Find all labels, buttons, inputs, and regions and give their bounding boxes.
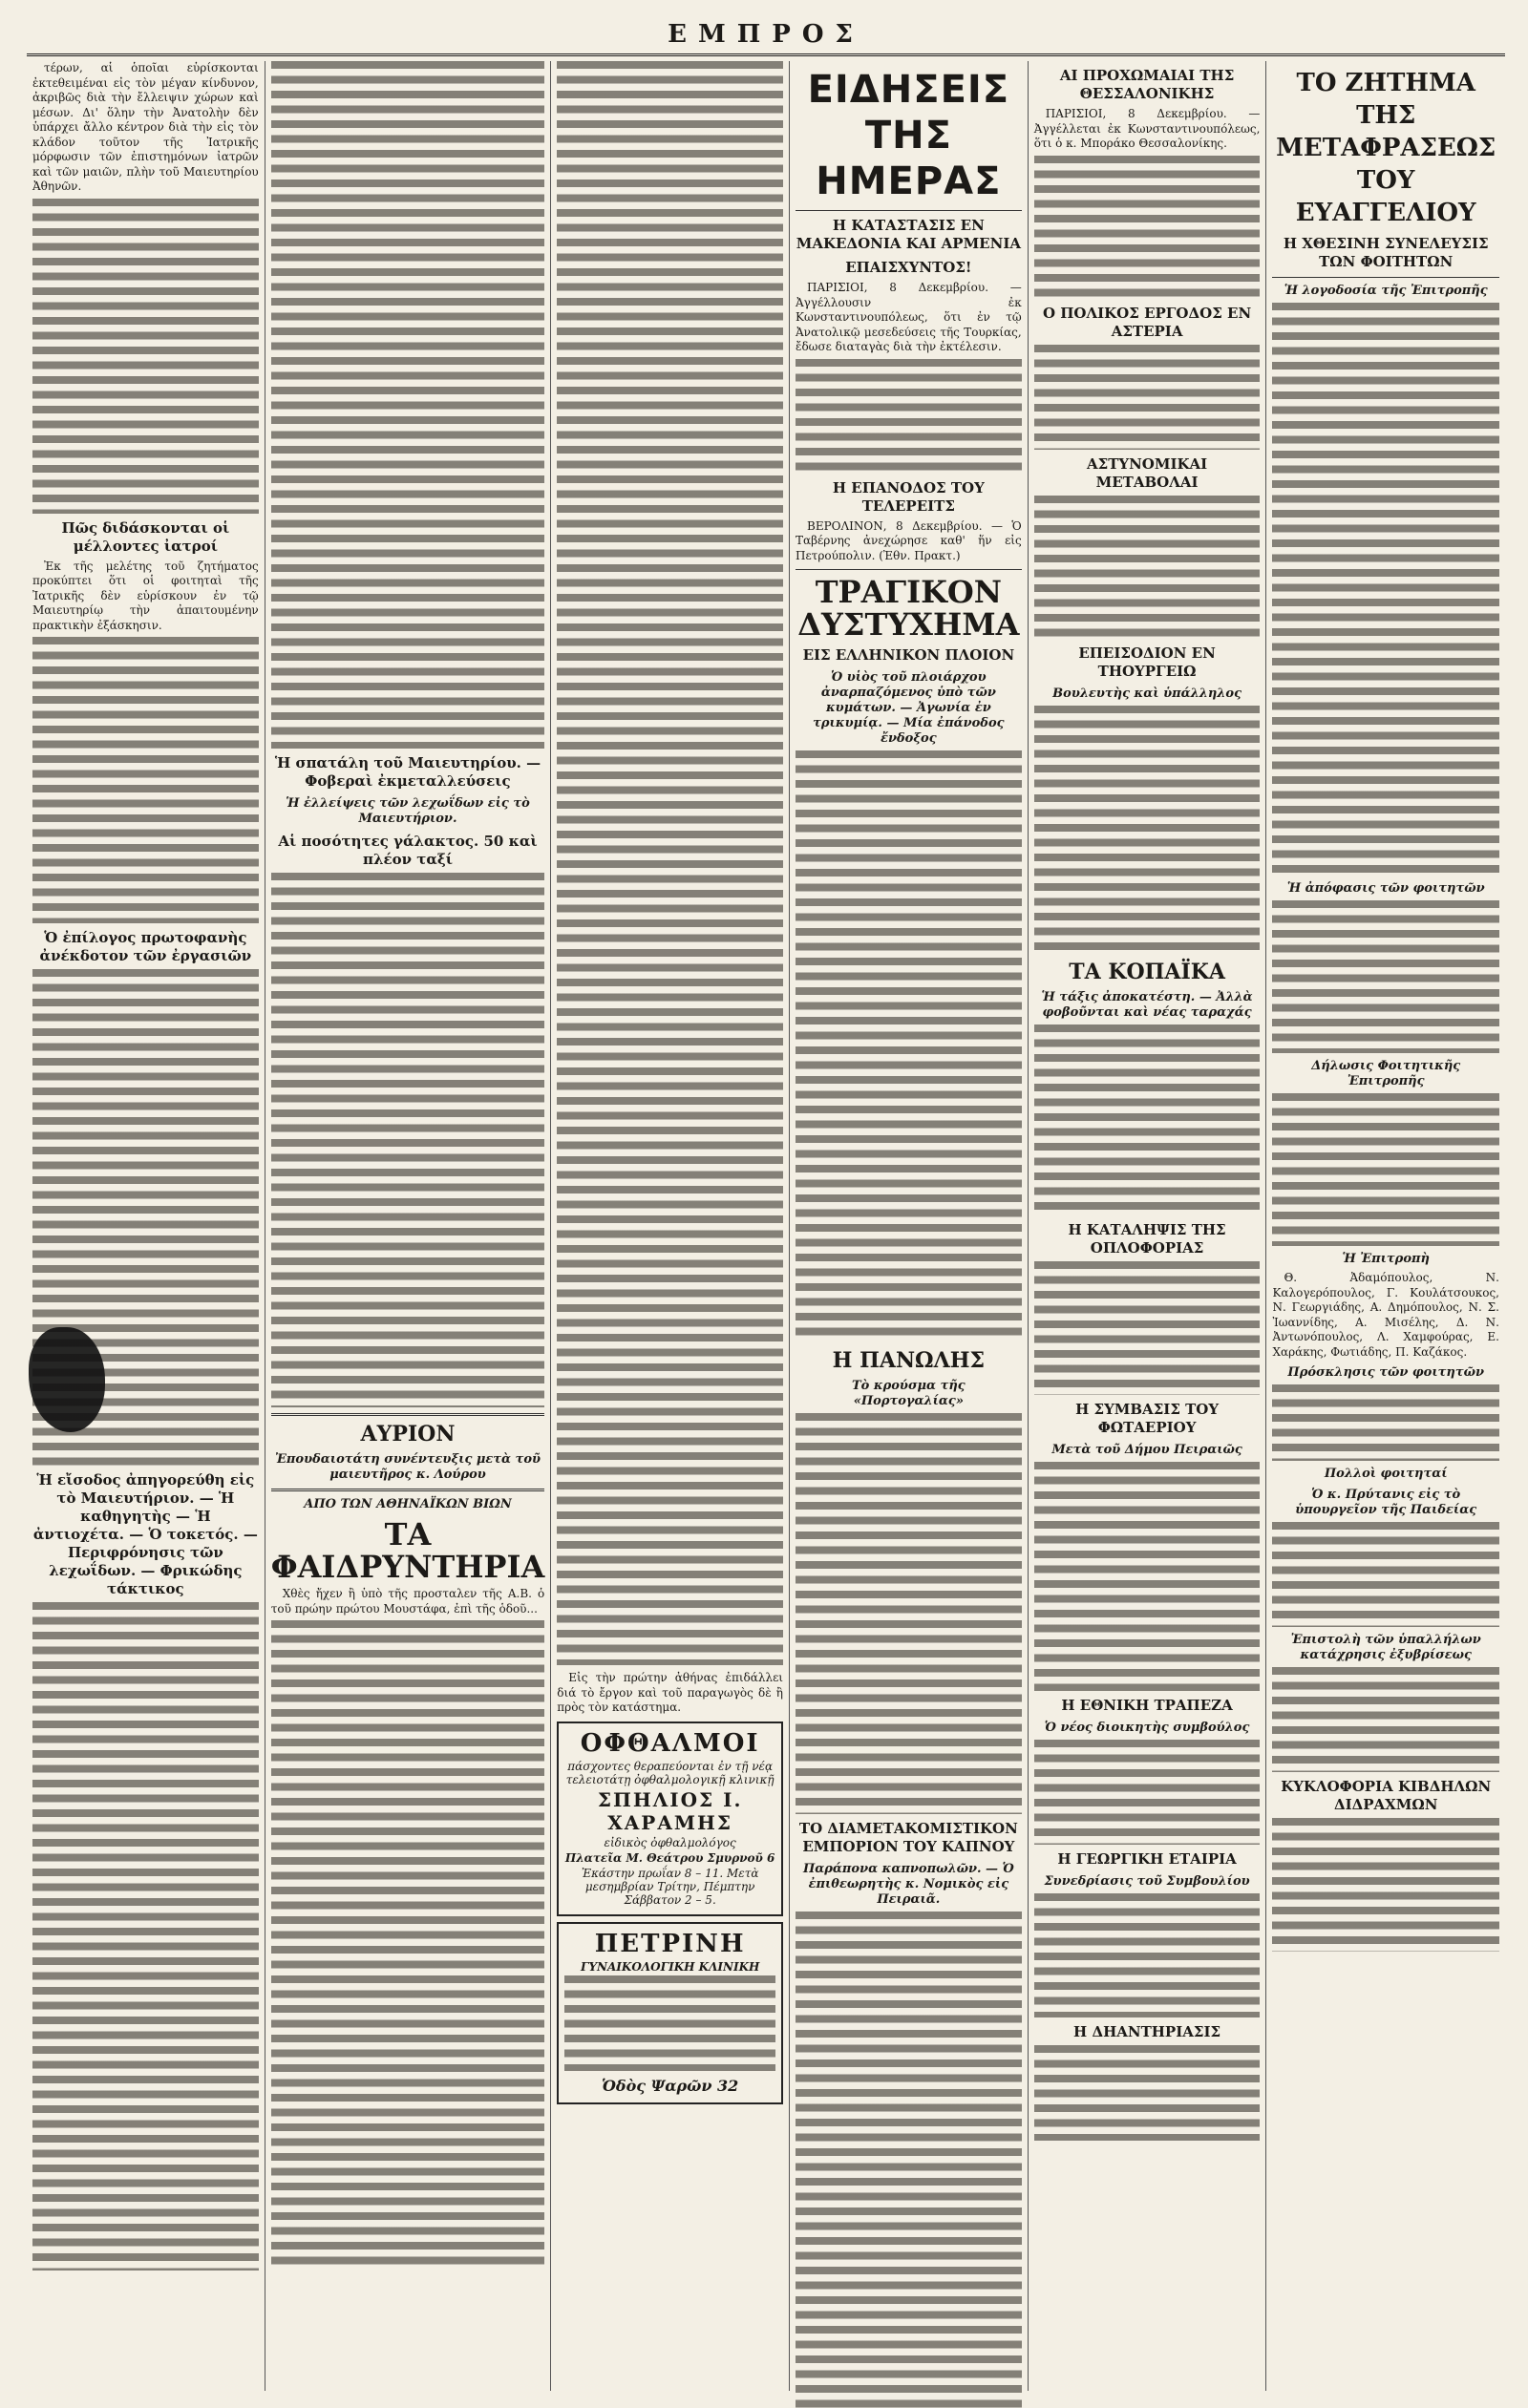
divider [271, 1413, 545, 1416]
text-block [1272, 1093, 1499, 1246]
text-block [1272, 900, 1499, 1053]
article-text: Χθὲς ἤχεν ἢ ὑπὸ τῆς προσταλεν τῆς Α.Β. ὁ τοῦ πρώην πρώτου Μουστάφα, ἐπὶ τῆς ὁδοῦ... [270, 1587, 545, 1616]
section-kicker: Δήλωσις Φοιτητικῆς Ἐπιτροπῆς [1311, 1059, 1461, 1088]
divider [796, 569, 1022, 570]
section-subheading: ΕΠΑΙΣΧΥΝΤΟΣ! [845, 259, 972, 276]
ad-address: Πλατεῖα Μ. Θεάτρου Σμυρνοῦ 6 [564, 1850, 775, 1865]
newspaper-name: ΕΜΠΡΟΣ [668, 20, 864, 49]
article-text: Ἐκ τῆς μελέτης τοῦ ζητήματος προκύπτει ὅτι οἱ φοιτηταὶ τῆς Ἰατρικῆς δὲν εὑρίσκουν ἐν τῷ Μαιευτηρίῳ τὴν ἀπαιτουμένην πρακτικὴν ἐξάσκησιν. [32, 559, 259, 632]
banner-heading: ΕΙΔΗΣΕΙΣ ΤΗΣ ΗΜΕΡΑΣ [807, 68, 1010, 203]
section-heading: ΤΟ ΔΙΑΜΕΤΑΚΟΜΙΣΤΙΚΟΝ ΕΜΠΟΡΙΟΝ ΤΟΥ ΚΑΠΝΟΥ [798, 1820, 1018, 1855]
section-subheading: Ἐπουδαιοτάτη συνέντευξις μετὰ τοῦ μαιευτῆρος κ. Λούρου [274, 1452, 541, 1482]
section-heading: ΤΑ ΚΟΠΑΪΚΑ [1069, 959, 1225, 984]
divider [1272, 277, 1499, 278]
section-heading: ΑΣΤΥΝΟΜΙΚΑΙ ΜΕΤΑΒΟΛΑΙ [1086, 454, 1208, 491]
columns [27, 61, 1505, 2391]
section-subheading: Ἡ ἐλλείψεις τῶν λεχωΐδων εἰς τὸ Μαιευτήριον. [286, 796, 530, 826]
section-heading: Πῶς διδάσκονται οἱ μέλλοντες ἰατροί [61, 518, 230, 555]
text-block [271, 1620, 545, 2270]
ad-doctor-role: εἰδικὸς ὀφθαλμολόγος [604, 1835, 736, 1849]
section-kicker: Ἡ λογοδοσία τῆς Ἐπιτροπῆς [1284, 284, 1488, 298]
text-block [271, 873, 545, 1407]
section-subheading: Τὸ κρούσμα τῆς «Πορτογαλίας» [852, 1379, 966, 1408]
text-block [1272, 1667, 1499, 1772]
text-block [1034, 706, 1261, 954]
advertisement-clinic [557, 1922, 783, 2104]
section-heading: Ἡ εἴσοδος ἀπηγορεύθη εἰς τὸ Μαιευτήριον. — Ἡ καθηγητὴς — Ἡ ἀντιοχέτα. — Ὁ τοκετός. — Περιφρόνησις τῶν λεχωΐδων. — Φρικώδης τάκτικος [32, 1471, 258, 1597]
divider [796, 210, 1022, 211]
section-subheading: Ὁ νέος διοικητὴς συμβούλος [1044, 1720, 1250, 1735]
text-block [796, 1912, 1022, 2408]
advertisement-ophthalmology [557, 1722, 783, 1916]
section-heading: Η ΓΕΩΡΓΙΚΗ ΕΤΑΙΡΙΑ [1057, 1849, 1237, 1868]
section-heading: Η ΣΥΜΒΑΣΙΣ ΤΟΥ ΦΩΤΑΕΡΙΟΥ [1075, 1400, 1220, 1436]
section-heading: Η ΕΘΝΙΚΗ ΤΡΑΠΕΖΑ [1061, 1696, 1233, 1714]
text-block [1272, 1818, 1499, 1952]
text-block [1034, 2045, 1261, 2141]
text-block [564, 1975, 775, 2071]
text-block [796, 359, 1022, 474]
column-6 [1266, 61, 1505, 2391]
newspaper-page [27, 17, 1505, 2391]
text-block [1034, 496, 1261, 639]
column-4 [790, 61, 1029, 2391]
section-kicker: Πολλοὶ φοιτηταί [1324, 1467, 1448, 1481]
ad-title: ΟΦΘΑΛΜΟΙ [580, 1728, 760, 1758]
section-heading: ΚΥΚΛΟΦΟΡΙΑ ΚΙΒΔΗΛΩΝ ΔΙΔΡΑΧΜΩΝ [1281, 1778, 1492, 1813]
section-kicker: ΑΠΟ ΤΩΝ ΑΘΗΝΑΪΚΩΝ ΒΙΩΝ [304, 1497, 512, 1511]
ad-title: ΠΕΤΡΙΝΗ [594, 1929, 746, 1958]
article-text: ΠΑΡΙΣΙΟΙ, 8 Δεκεμβρίου. — Ἀγγέλλουσιν ἐκ Κωνσταντινουπόλεως, ὅτι ἐν τῷ Ἀνατολικῷ μεσεδεύσεις τῆς Τουρκίας, ἔδωσε διαταγὰς διὰ τὴν ἐκτέλεσιν. [796, 281, 1022, 353]
section-heading: ΤΡΑΓΙΚΟΝ ΔΥΣΤΥΧΗΜΑ [797, 574, 1020, 643]
text-block [1034, 345, 1261, 450]
article-text: Θ. Ἀδαμόπουλος, Ν. Καλογερόπουλος, Γ. Κουλάτσουκος, Ν. Γεωργιάδης, Α. Δημόπουλος, Ν. Σ. Ἰωαννίδης, Α. Μισέλης, Δ. Ν. Ἀντωνόπουλος, Λ. Χαμφούρας, Ε. Χαράκης, Φωτιάδης, Π. Καζάκος. [1272, 1271, 1499, 1359]
ad-subtitle: πάσχοντες θεραπεύονται ἐν τῇ νέᾳ τελειοτάτῃ ὀφθαλμολογικῇ κλινικῇ [565, 1759, 775, 1786]
section-heading: Η ΠΑΝΩΛΗΣ [832, 1348, 986, 1373]
ad-address: Ὁδὸς Ψαρῶν 32 [601, 2076, 739, 2095]
divider [271, 1489, 545, 1491]
section-heading: ΤΑ ΦΑΙΔΡΥΝΤΗΡΙΑ [270, 1516, 545, 1585]
article-text: τέρων, αἱ ὁποῖαι εὑρίσκονται ἐκτεθειμέναι εἰς τὸν μέγαν κίνδυνον, ἀκριβῶς διὰ τὴν ἔλλειψιν χώρων καὶ μέσων. Δι' ὅλην τὴν Ἀνατολὴν δὲν ὑπάρχει ἄλλο κέντρον διὰ τὴν εἰς τὸν κλάδον τοῦτον τῆς Ἰατρικῆς μόρφωσιν τῶν ἐπιστημόνων ἰατρῶν καὶ τῶν μαιῶν, πλὴν τοῦ Μαιευτηρίου Ἀθηνῶν. [32, 61, 259, 193]
section-subheading: Ἡ τάξις ἀποκατέστη. — Ἀλλὰ φοβοῦνται καὶ νέας ταραχάς [1041, 989, 1253, 1020]
text-block [557, 61, 783, 1665]
text-block [1034, 1024, 1261, 1215]
column-3 [551, 61, 790, 2391]
section-subheading: Παράπονα καπνοπωλῶν. — Ὁ ἐπιθεωρητὴς κ. Νομικὸς εἰς Πειραιᾶ. [802, 1862, 1014, 1907]
text-block [32, 637, 259, 923]
text-block [32, 1602, 259, 2271]
ad-doctor-name: ΣΠΗΛΙΟΣ Ι. ΧΑΡΑΜΗΣ [597, 1787, 743, 1834]
text-block [32, 199, 259, 514]
text-block [796, 1413, 1022, 1814]
text-block [1272, 1384, 1499, 1461]
section-heading: Η ΕΠΑΝΟΔΟΣ ΤΟΥ ΤΕΛΕΡΕΙΤΣ [832, 478, 985, 515]
text-block [1034, 1740, 1261, 1845]
section-heading: Ἡ σπατάλη τοῦ Μαιευτηρίου. — Φοβεραὶ ἐκμεταλλεύσεις [274, 754, 541, 790]
section-kicker: Ὁ υἱὸς τοῦ πλοιάρχου ἀναρπαζόμενος ὑπὸ τῶν κυμάτων. — Ἀγωνία ἐν τρικυμίᾳ. — Μία ἐπάνοδος ἔνδοξος [813, 670, 1005, 746]
section-heading: Ο ΠΟΛΙΚΟΣ ΕΡΓΟΔΟΣ ΕΝ ΑΣΤΕΡΙΑ [1042, 304, 1252, 340]
column-2 [265, 61, 552, 2391]
section-heading: ΑΥΡΙΟΝ [360, 1422, 456, 1447]
column-5 [1029, 61, 1267, 2391]
section-heading: Η ΚΑΤΑΛΗΨΙΣ ΤΗΣ ΟΠΛΟΦΟΡΙΑΣ [1068, 1220, 1226, 1257]
section-kicker: Ἡ ἀπόφασις τῶν φοιτητῶν [1286, 881, 1485, 896]
text-block [796, 750, 1022, 1342]
section-subheading: Η ΧΘΕΣΙΝΗ ΣΥΝΕΛΕΥΣΙΣ ΤΩΝ ΦΟΙΤΗΤΩΝ [1283, 235, 1489, 270]
text-block [1034, 156, 1261, 299]
article-text: ΠΑΡΙΣΙΟΙ, 8 Δεκεμβρίου. — Ἀγγέλλεται ἐκ Κωνσταντινουπόλεως, ὅτι ὁ κ. Μποράκο Θεσσαλονίκης. [1033, 107, 1261, 150]
text-block [1272, 303, 1499, 876]
section-subheading: Αἱ ποσότητες γάλακτος. 50 καὶ πλέον ταξί [278, 833, 538, 868]
section-subheading: Συνεδρίασις τοῦ Συμβουλίου [1044, 1873, 1250, 1889]
text-block [271, 61, 545, 749]
section-subheading: Μετὰ τοῦ Δήμου Πειραιῶς [1051, 1442, 1242, 1457]
section-heading: Η ΔΗΑΝΤΗΡΙΑΣΙΣ [1073, 2022, 1221, 2040]
ad-subtitle: ΓΥΝΑΙΚΟΛΟΓΙΚΗ ΚΛΙΝΙΚΗ [580, 1959, 760, 1974]
text-block [1034, 1893, 1261, 2017]
masthead [27, 17, 1505, 56]
section-heading: ΤΟ ΖΗΤΗΜΑ ΤΗΣ ΜΕΤΑΦΡΑΣΕΩΣ ΤΟΥ ΕΥΑΓΓΕΛΙΟΥ [1276, 69, 1496, 227]
text-block [1272, 1522, 1499, 1627]
section-heading: ΑΙ ΠΡΟΧΩΜΑΙΑΙ ΤΗΣ ΘΕΣΣΑΛΟΝΙΚΗΣ [1059, 67, 1235, 102]
text-block [1034, 1462, 1261, 1691]
section-kicker: Ἡ Ἐπιτροπὴ [1342, 1252, 1430, 1266]
section-kicker: Ἐπιστολὴ τῶν ὑπαλλήλων κατάχρησις ἐξυβρίσεως [1290, 1633, 1481, 1662]
section-kicker: Ὁ κ. Πρύτανις εἰς τὸ ὑπουργεῖον τῆς Παιδείας [1295, 1488, 1477, 1517]
section-subheading: ΕΙΣ ΕΛΛΗΝΙΚΟΝ ΠΛΟΙΟΝ [802, 646, 1015, 664]
section-kicker: Πρόσκλησις τῶν φοιτητῶν [1287, 1365, 1484, 1380]
section-heading: ΕΠΕΙΣΟΔΙΟΝ ΕΝ ΤΗΟΥΡΓΕΙΩ [1078, 644, 1216, 680]
section-subheading: Βουλευτὴς καὶ ὑπάλληλος [1052, 686, 1242, 701]
text-block [1034, 1261, 1261, 1395]
column-1 [27, 61, 265, 2391]
article-text: Εἰς τὴν πρώτην ἀθήνας ἐπιδάλλει διά τὸ ἔργον καὶ τοῦ παραγωγὸς δὲ ἢ πρὸς τὸν κατάστημα. [557, 1671, 783, 1714]
ad-hours: Ἐκάστην πρωΐαν 8 – 11. Μετὰ μεσημβρίαν Τρίτην, Πέμπτην Σάββατον 2 – 5. [581, 1866, 759, 1907]
article-text: ΒΕΡΟΛΙΝΟΝ, 8 Δεκεμβρίου. — Ὁ Ταβέρνης ἀνεχώρησε καθ' ἥν εἰς Πετρούπολιν. (Ἐθν. Πρακτ.) [796, 518, 1022, 562]
section-heading: Η ΚΑΤΑΣΤΑΣΙΣ ΕΝ ΜΑΚΕΔΟΝΙΑ ΚΑΙ ΑΡΜΕΝΙΑ [796, 217, 1021, 252]
section-heading: Ὁ ἐπίλογος πρωτοφανὴς ἀνέκδοτον τῶν ἐργασιῶν [39, 929, 252, 964]
